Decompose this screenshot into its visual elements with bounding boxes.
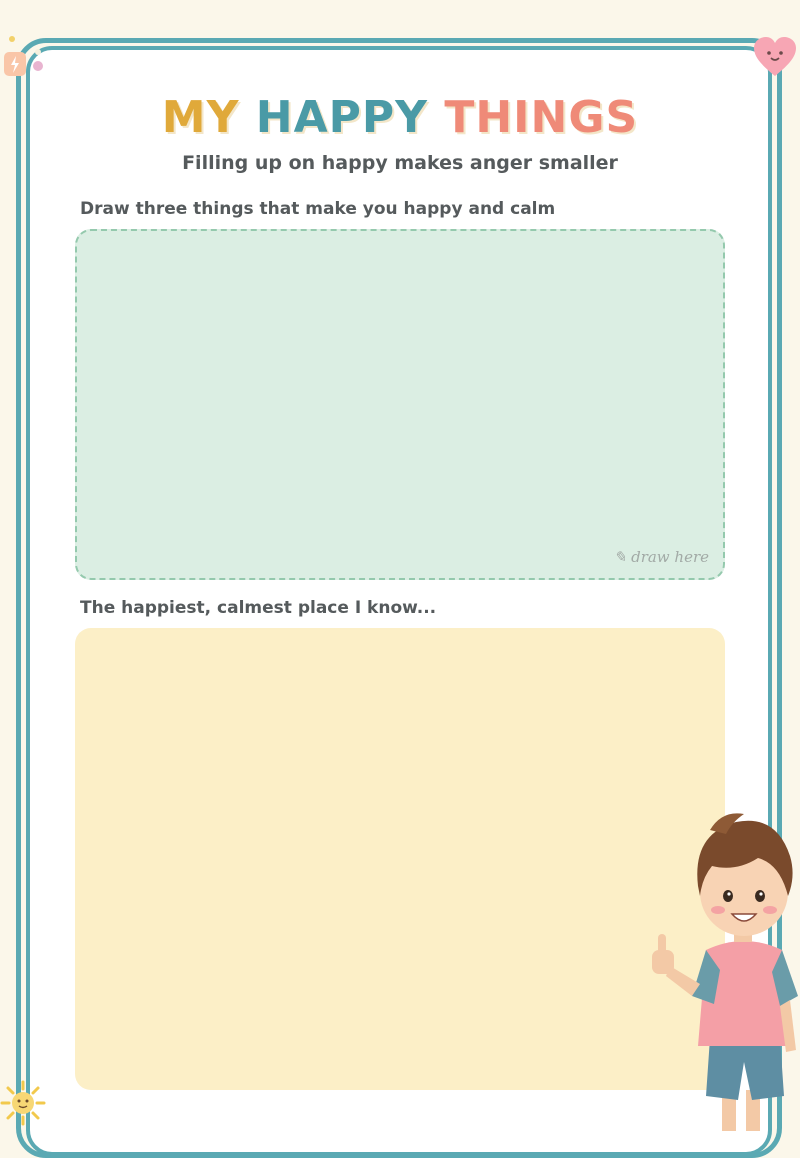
title-word-my: MY (161, 92, 240, 143)
section-draw-label: Draw three things that make you happy and calm (80, 199, 556, 219)
page-subtitle: Filling up on happy makes anger smaller (182, 152, 618, 174)
draw-area[interactable] (75, 229, 725, 580)
draw-hint: ✎ draw here (613, 548, 709, 566)
title-word-things: THINGS (444, 92, 639, 143)
page-title (0, 92, 800, 144)
place-area[interactable] (75, 628, 725, 1090)
boy-illustration (640, 800, 800, 1131)
title-word-happy: HAPPY (255, 92, 429, 143)
lightning-card-icon (2, 32, 46, 80)
sun-icon (0, 1080, 46, 1126)
heart-icon (752, 36, 798, 78)
section-place-label: The happiest, calmest place I know... (80, 598, 437, 618)
